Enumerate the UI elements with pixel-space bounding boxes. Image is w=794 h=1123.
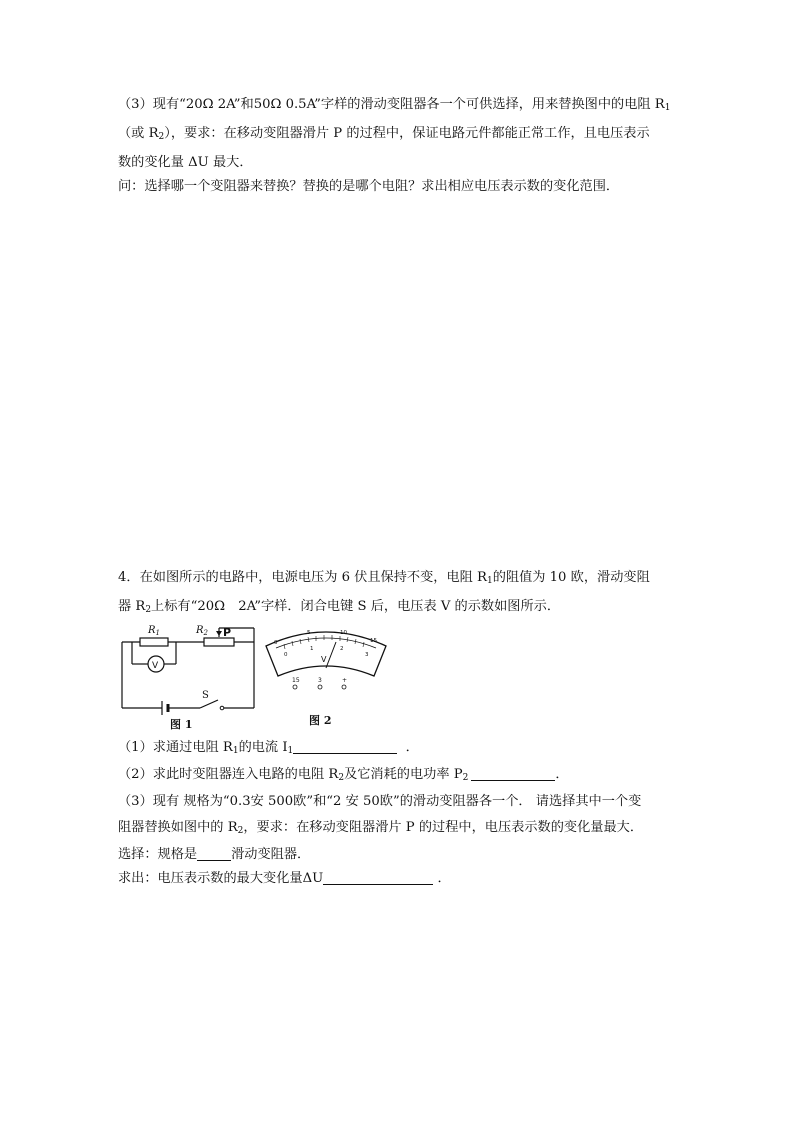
inner-tick-1: 1 xyxy=(310,646,314,652)
q4-line-1: 4．在如图所示的电路中，电源电压为 6 伏且保持不变，电阻 $R_1$的阻值为 10 欧，滑动变阻 xyxy=(118,570,650,586)
q4-sub-3-line-1: （3）现有 规格为“0.3安 500欧”和“2 安 50欧”的滑动变阻器各一个． 请选择其中一个变 xyxy=(118,794,642,809)
switch-s-blade xyxy=(200,700,218,708)
answer-blank-choose[interactable] xyxy=(197,846,231,861)
terminal-plus xyxy=(342,685,346,689)
outer-tick-10: 10 xyxy=(340,630,347,636)
circuit-diagram xyxy=(118,618,258,730)
inner-tick-2: 2 xyxy=(340,646,344,652)
outer-tick-15: 15 xyxy=(370,638,377,644)
slider-arrow-icon xyxy=(216,631,222,636)
figure-1-label: 图 1 xyxy=(170,718,193,731)
question-4-subquestions xyxy=(118,737,678,890)
question-4-stem xyxy=(118,567,678,621)
switch-contact xyxy=(220,706,224,710)
q4-line-2: 器 $R_2$上标有“20Ω 2A”字样．闭合电键 S 后，电压表 V 的示数如图所示． xyxy=(118,599,561,615)
r2-label: $R_2$ xyxy=(196,625,208,637)
dial-v-label: V xyxy=(321,655,327,664)
voltmeter-terminals xyxy=(290,676,370,696)
dial-needle xyxy=(326,642,336,668)
voltmeter-label: V xyxy=(152,661,159,671)
q4-sub-3-line-2: 阻器替换如图中的 $R_2$，要求：在移动变阻器滑片 P 的过程中，电压表示数的变化量最大． xyxy=(118,820,644,836)
outer-tick-5: 5 xyxy=(307,630,311,636)
q3-line-3: 数的变化量 ΔU 最大． xyxy=(118,155,253,170)
terminal-15-label: 15 xyxy=(292,677,300,684)
resistor-r2 xyxy=(204,638,234,646)
terminal-15 xyxy=(293,685,297,689)
terminal-plus-label: + xyxy=(342,677,348,684)
q4-sub-1: （1）求通过电阻 $R_1$的电流 $I_1$ ． xyxy=(118,740,419,756)
battery-icon xyxy=(162,701,168,715)
resistor-r1 xyxy=(140,638,168,646)
switch-label: S xyxy=(202,690,209,701)
q4-sub-2: （2）求此时变阻器连入电路的电阻 $R_2$及它消耗的电功率 $P_2$ ． xyxy=(118,767,569,783)
answer-blank-delta-u[interactable] xyxy=(323,870,433,885)
terminal-3-label: 3 xyxy=(318,677,322,684)
p-label: P xyxy=(223,626,232,639)
answer-blank-i1[interactable] xyxy=(293,739,397,754)
figure-2-label: 图 2 xyxy=(309,714,332,727)
terminal-3 xyxy=(318,685,322,689)
q3-line-4: 问：选择哪一个变阻器来替换？替换的是哪个电阻？求出相应电压表示数的变化范围． xyxy=(118,179,620,194)
inner-tick-0: 0 xyxy=(284,652,288,658)
answer-blank-r2-p2[interactable] xyxy=(471,766,555,781)
q4-solve: 求出：电压表示数的最大变化量ΔU ． xyxy=(118,871,451,886)
r1-label: $R_1$ xyxy=(148,625,160,637)
q3-line-1: （3）现有“20Ω 2A”和50Ω 0.5A”字样的滑动变阻器各一个可供选择，用来替换图中的电阻 $R_1$ xyxy=(118,97,671,113)
question-3-part-3 xyxy=(118,94,678,198)
q4-choose: 选择：规格是 滑动变阻器． xyxy=(118,847,311,862)
q3-line-2: （或 $R_2$），要求：在移动变阻器滑片 P 的过程中，保证电路元件都能正常工作，且电压表示 xyxy=(118,126,650,142)
dial-scale-arc xyxy=(276,638,376,648)
inner-tick-3: 3 xyxy=(365,652,369,658)
outer-tick-0: 0 xyxy=(274,640,278,646)
